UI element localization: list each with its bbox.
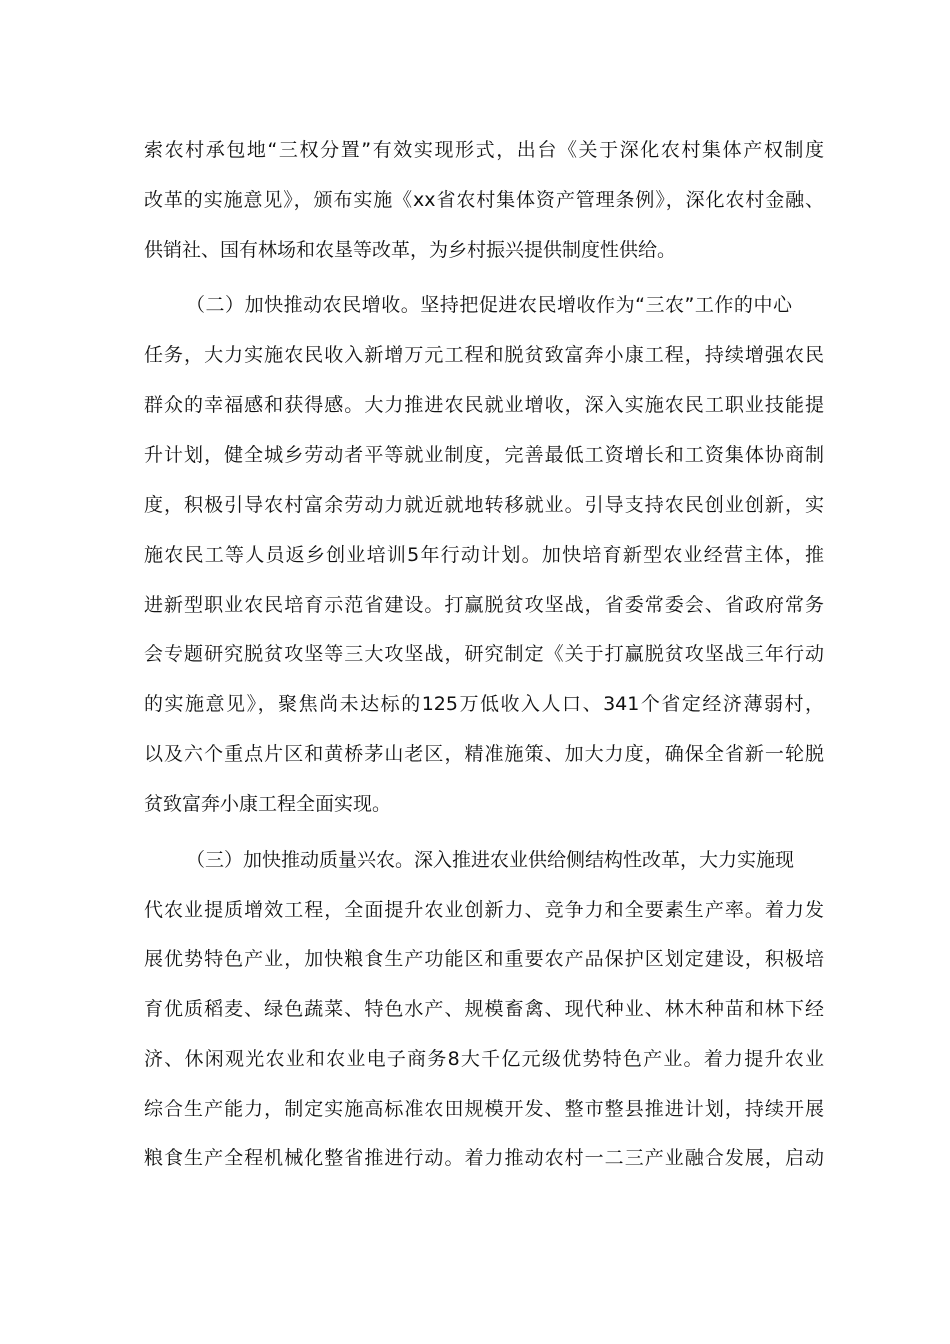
paragraph-heading-line: （三）加快推动质量兴农。深入推进农业供给侧结构性改革，大力实施现 bbox=[186, 849, 795, 871]
text-line: 济、休闲观光农业和农业电子商务8大千亿元级优势特色产业。着力提升农业 bbox=[144, 1048, 824, 1070]
text-line: 的实施意见》，聚焦尚未达标的125万低收入人口、341个省定经济薄弱村， bbox=[144, 693, 824, 715]
text-line: 改革的实施意见》，颁布实施《xx省农村集体资产管理条例》，深化农村金融、 bbox=[144, 189, 824, 211]
text-line: 进新型职业农民培育示范省建设。打赢脱贫攻坚战，省委常委会、省政府常务 bbox=[144, 594, 824, 616]
text-line: 施农民工等人员返乡创业培训5年行动计划。加快培育新型农业经营主体，推 bbox=[144, 544, 824, 566]
text-line: 以及六个重点片区和黄桥茅山老区，精准施策、加大力度，确保全省新一轮脱 bbox=[144, 743, 824, 765]
text-line: 育优质稻麦、绿色蔬菜、特色水产、规模畜禽、现代种业、林木种苗和林下经 bbox=[144, 998, 824, 1020]
text-line: 索农村承包地“三权分置”有效实现形式，出台《关于深化农村集体产权制度 bbox=[144, 139, 824, 161]
text-line: 度，积极引导农村富余劳动力就近就地转移就业。引导支持农民创业创新，实 bbox=[144, 494, 824, 516]
text-line: 粮食生产全程机械化整省推进行动。着力推动农村一二三产业融合发展，启动 bbox=[144, 1147, 824, 1169]
text-line: 贫致富奔小康工程全面实现。 bbox=[144, 793, 392, 815]
text-line: 任务，大力实施农民收入新增万元工程和脱贫致富奔小康工程，持续增强农民 bbox=[144, 344, 824, 366]
text-line: 展优势特色产业，加快粮食生产功能区和重要农产品保护区划定建设，积极培 bbox=[144, 948, 824, 970]
text-line: 代农业提质增效工程，全面提升农业创新力、竞争力和全要素生产率。着力发 bbox=[144, 899, 824, 921]
text-line: 升计划，健全城乡劳动者平等就业制度，完善最低工资增长和工资集体协商制 bbox=[144, 444, 824, 466]
text-line: 综合生产能力，制定实施高标准农田规模开发、整市整县推进计划，持续开展 bbox=[144, 1098, 824, 1120]
text-line: 会专题研究脱贫攻坚等三大攻坚战，研究制定《关于打赢脱贫攻坚战三年行动 bbox=[144, 643, 824, 665]
paragraph-heading-line: （二）加快推动农民增收。坚持把促进农民增收作为“三农”工作的中心 bbox=[186, 294, 792, 316]
text-line: 供销社、国有林场和农垦等改革，为乡村振兴提供制度性供给。 bbox=[144, 239, 677, 261]
text-line: 群众的幸福感和获得感。大力推进农民就业增收，深入实施农民工职业技能提 bbox=[144, 394, 824, 416]
